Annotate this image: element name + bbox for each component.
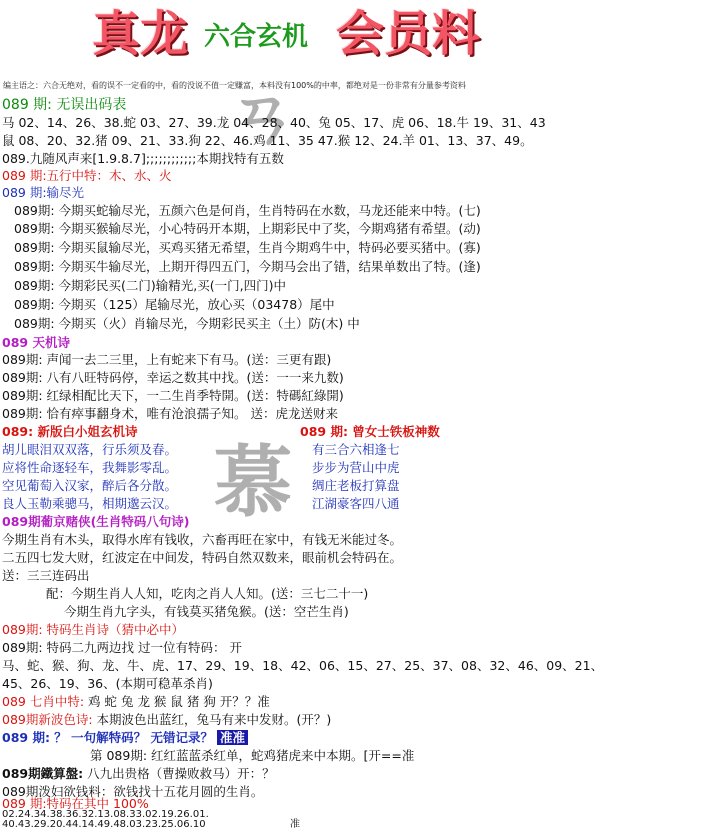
gambler-poem-extra: 配：今期生肖人人知，吃肉之肖人人知。(送：三七二十一): [46, 586, 369, 601]
gambler-poem-extra: 今期生肖九字头，有钱莫买猪兔猴。(送：空芒生肖): [64, 604, 349, 619]
one-line-label: 089 期: ？ 一句解特码？ 无错记录？: [2, 730, 213, 745]
miss-bai-header: 089: 新版白小姐玄机诗: [2, 424, 138, 439]
gambler-poem-row: 送：三三连码出: [2, 568, 90, 583]
abacus-label: 089期鐵算盤:: [2, 766, 84, 781]
seven-zodiac-label: 089 七肖中特:: [2, 694, 85, 709]
lose-all-row: 089期: 今期买（火）肖输尽光，今期彩民买主（土）防(木) 中: [14, 316, 360, 331]
code-table-row: 马 02、14、26、38.蛇 03、27、39.龙 04、28、40、兔 05、17、虎 06、18.牛 19、31、43: [2, 115, 546, 130]
special-zodiac-row: 45、26、19、36、(本期可稳革杀肖): [2, 676, 213, 691]
special-code-row: 40.43.29.20.44.14.49.48.03.23.25.06.10: [2, 819, 206, 830]
special-zodiac-row: 马、蛇、猴、狗、龙、牛、虎、17、29、19、18、42、06、15、27、25、37、08、32、46、09、21、: [2, 658, 604, 673]
disclaimer: 编主语之：六合无绝对，看的误不一定看的中，看的没说不值一定赚富，本料没有100%的中率，都绝对是一份非常有分量参考资料: [3, 81, 466, 90]
special-code-end: 准: [290, 819, 300, 830]
miss-bai-row: 良人玉勒乘骢马，相期邈云汉。: [2, 496, 178, 511]
lose-all-row: 089期: 今期买猴输尽光，小心特码开本期，上期彩民中了奖，今期鸡猪有希望。(动): [14, 221, 481, 236]
miss-bai-row: 应将性命逐轻车，我舞影零乱。: [2, 460, 178, 475]
lose-all-row: 089期: 今期买鼠输尽光，买鸡买猪无希望，生肖今期鸡牛中，特码必要买猪中。(寡): [14, 240, 481, 255]
wave-color-text: 本期波色出蓝红，兔马有来中发财。(开？): [92, 712, 332, 727]
special-zodiac-row: 089期: 特码二九两边找 过一位有特码： 开: [2, 640, 242, 655]
miss-bai-row: 空见葡萄入汉家，醉后各分散。: [2, 478, 178, 493]
special-code-header: 089 期:特码在其中 100%: [2, 796, 149, 811]
code-table-row: 089.九随风声来[1.9.8.7];;;;;;;;;;;;本期找特有五数: [2, 151, 284, 166]
banner-subtitle: 六合玄机: [204, 22, 309, 52]
seven-zodiac-row: [2, 693, 270, 711]
lose-all-row: 089期: 今期买蛇输尽光，五颜六色是何肖，生肖特码在水数，马龙还能来中特。(七): [14, 203, 481, 218]
lose-all-row: 089期: 今期买（125）尾输尽光，放心买（03478）尾中: [14, 297, 335, 312]
abacus-row: [2, 765, 275, 783]
gambler-poem-header: 089期葡京赌侠(生肖特码八句诗): [2, 514, 190, 529]
heaven-poem-row: 089期: 声闻一去二三里，上有蛇来下有马。(送：三更有跟): [2, 352, 332, 367]
gambler-poem-row: 二五四七发大财，红波定在中间发，特码自然双数来，眼前机会特码在。: [2, 550, 403, 565]
special-zodiac-header: 089期: 特码生肖诗（猜中必中）: [2, 622, 185, 637]
madam-zeng-row: 步步为营山中虎: [312, 460, 400, 475]
lose-all-row: 089期: 今期彩民买(二门)输精光,买(一门,四门)中: [14, 278, 286, 293]
madam-zeng-row: 绸庄老板打算盘: [312, 478, 400, 493]
abacus-text: 八九出贵格（曹操败救马）开：？: [83, 766, 275, 781]
lose-all-row: 089期: 今期买牛输尽光，上期开得四五门，今期马会出了错，结果单数出了特。(逢): [14, 259, 481, 274]
five-elements-header: 089 期:五行中特：木、水、火: [2, 168, 172, 183]
shrew-row: 089期泼妇欲钱料：欲钱找十五花月圆的生肖。: [2, 784, 264, 799]
seven-zodiac-text: 鸡 蛇 兔 龙 猴 鼠 猪 狗 开？？准: [84, 694, 270, 709]
code-table-header: 089 期: 无误出码表: [2, 97, 127, 113]
heaven-poem-row: 089期: 八有八旺特码停，幸运之数其中找。(送：一一来九数): [2, 370, 344, 385]
special-code-row: 02.24.34.38.36.32.13.08.33.02.19.26.01.: [2, 809, 209, 820]
heaven-poem-header: 089 天机诗: [2, 335, 70, 350]
one-line-tag: 准准: [217, 730, 248, 745]
wave-color-label: 089期新波色诗:: [2, 712, 93, 727]
red-blue-row: 第 089期: 红红蓝蓝杀红单，蛇鸡猪虎来中本期。[开==准: [90, 748, 415, 763]
watermark-glyph-middle: 慕: [214, 437, 293, 528]
madam-zeng-row: 江湖豪客四八通: [312, 496, 400, 511]
code-table-row: 鼠 08、20、32.猪 09、21、33.狗 22、46.鸡 11、35 47.猴 12、24.羊 01、13、37、49。: [2, 133, 533, 148]
lose-all-header: 089 期:输尽光: [2, 185, 85, 200]
madam-zeng-row: 有三合六相逢七: [312, 442, 400, 457]
wave-color-row: [2, 711, 331, 729]
watermark-glyph-top: ㄢ: [228, 74, 298, 157]
banner-title-left: 真龙: [92, 6, 189, 62]
heaven-poem-row: 089期: 红绿相配比天下，一二生肖季特開。(送：特碼紅綠開): [2, 388, 344, 403]
madam-zeng-header: 089 期: 曾女士铁板神数: [300, 424, 440, 439]
gambler-poem-row: 今期生肖有木头，取得水库有钱收，六畜再旺在家中，有钱无米能过冬。: [2, 532, 403, 547]
banner: [92, 6, 502, 64]
banner-title-right: 会员料: [336, 6, 481, 62]
heaven-poem-row: 089期: 恰有瘁事翻身术，唯有沧浪孺子知。 送：虎龙送财来: [2, 406, 339, 421]
miss-bai-row: 胡儿眼泪双双落，行乐须及春。: [2, 442, 178, 457]
one-line-row: [2, 729, 248, 747]
